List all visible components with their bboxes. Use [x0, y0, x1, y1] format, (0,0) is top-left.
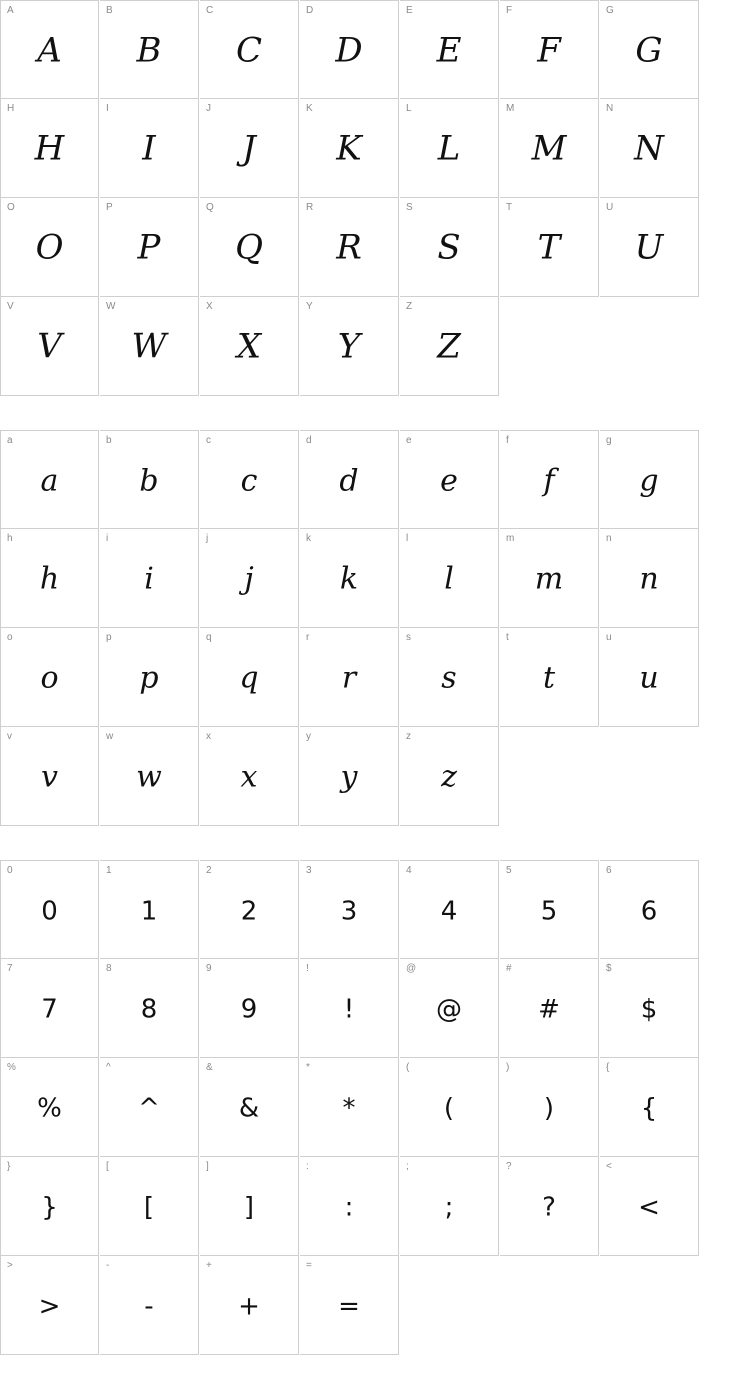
glyph-code-label: b — [106, 435, 112, 446]
glyph-cell[interactable] — [600, 0, 699, 99]
glyph-code-label: [ — [106, 1161, 109, 1172]
glyph-code-label: 7 — [7, 963, 13, 974]
glyph-code-label: G — [606, 5, 614, 16]
glyph-cell[interactable] — [300, 430, 399, 529]
glyph-cell[interactable] — [0, 198, 99, 297]
block-separator — [0, 397, 740, 430]
glyph-cell-empty — [500, 1256, 600, 1356]
glyph-code-label: > — [7, 1260, 13, 1271]
glyph-cell[interactable] — [300, 860, 399, 959]
glyph-sample: t — [542, 660, 556, 696]
glyph-cell-empty — [500, 727, 600, 827]
glyph-cell[interactable] — [400, 99, 499, 198]
glyph-cell[interactable] — [100, 0, 199, 99]
glyph-code-label: Q — [206, 202, 214, 213]
glyph-sample: o — [40, 660, 59, 696]
glyph-code-label: Y — [306, 301, 313, 312]
glyph-cell[interactable] — [500, 529, 599, 628]
glyph-cell[interactable] — [500, 0, 599, 99]
glyph-cell[interactable] — [100, 1058, 199, 1157]
glyph-sample: 1 — [140, 895, 158, 926]
glyph-code-label: } — [7, 1161, 11, 1172]
glyph-sample: # — [538, 994, 560, 1025]
glyph-sample: * — [342, 1093, 356, 1124]
glyph-sample: d — [339, 462, 359, 498]
glyph-sample: Q — [235, 227, 263, 268]
glyph-code-label: p — [106, 632, 112, 643]
glyph-sample: ) — [543, 1093, 555, 1124]
glyph-code-label: $ — [606, 963, 612, 974]
glyph-cell[interactable] — [600, 430, 699, 529]
glyph-code-label: 9 — [206, 963, 212, 974]
glyph-code-label: I — [106, 103, 109, 114]
glyph-code-label: 2 — [206, 865, 212, 876]
glyph-code-label: F — [506, 5, 513, 16]
glyph-code-label: o — [7, 632, 13, 643]
glyph-sample: = — [338, 1291, 360, 1322]
glyph-cell[interactable] — [300, 198, 399, 297]
glyph-code-label: e — [406, 435, 412, 446]
glyph-sample: @ — [436, 994, 462, 1025]
glyph-code-label: t — [506, 632, 509, 643]
glyph-code-label: w — [106, 731, 114, 742]
glyph-cell[interactable] — [0, 430, 99, 529]
glyph-cell[interactable] — [200, 1058, 299, 1157]
glyph-code-label: m — [506, 533, 515, 544]
glyph-sample: L — [437, 128, 461, 169]
glyph-cell[interactable] — [200, 959, 299, 1058]
glyph-sample: A — [37, 30, 62, 71]
glyph-cell-empty — [600, 297, 700, 397]
glyph-cell[interactable] — [0, 860, 99, 959]
glyph-grid-uppercase — [0, 0, 700, 397]
glyph-sample: : — [344, 1192, 354, 1223]
glyph-sample: x — [240, 759, 258, 795]
glyph-cell[interactable] — [0, 1256, 99, 1355]
glyph-cell[interactable] — [500, 860, 599, 959]
glyph-cell[interactable] — [400, 1157, 499, 1256]
glyph-sample: K — [336, 128, 362, 169]
glyph-sample: G — [635, 30, 663, 71]
glyph-sample: B — [136, 30, 162, 71]
glyph-sample: U — [634, 227, 664, 268]
glyph-sample: % — [37, 1093, 62, 1124]
glyph-code-label: 8 — [106, 963, 112, 974]
glyph-sample: k — [339, 561, 359, 597]
glyph-sample: J — [242, 128, 256, 169]
glyph-code-label: r — [306, 632, 310, 643]
glyph-cell[interactable] — [0, 0, 99, 99]
glyph-cell[interactable] — [0, 297, 99, 396]
glyph-cell[interactable] — [500, 628, 599, 727]
glyph-cell[interactable] — [100, 727, 199, 826]
glyph-sample: 7 — [41, 994, 58, 1025]
glyph-code-label: L — [406, 103, 412, 114]
glyph-code-label: % — [7, 1062, 16, 1073]
glyph-code-label: n — [606, 533, 612, 544]
glyph-sample: c — [240, 462, 258, 498]
glyph-sample: h — [39, 561, 60, 597]
glyph-code-label: M — [506, 103, 515, 114]
glyph-cell[interactable] — [100, 959, 199, 1058]
glyph-cell[interactable] — [600, 860, 699, 959]
glyph-code-label: v — [7, 731, 12, 742]
glyph-cell[interactable] — [600, 1058, 699, 1157]
glyph-cell[interactable] — [500, 99, 599, 198]
glyph-code-label: 6 — [606, 865, 612, 876]
glyph-cell[interactable] — [200, 727, 299, 826]
glyph-sample: r — [341, 660, 357, 696]
glyph-cell[interactable] — [100, 99, 199, 198]
glyph-sample: + — [238, 1291, 260, 1322]
glyph-cell[interactable] — [0, 959, 99, 1058]
glyph-cell[interactable] — [400, 959, 499, 1058]
glyph-cell[interactable] — [300, 1058, 399, 1157]
glyph-code-label: R — [306, 202, 314, 213]
glyph-code-label: 3 — [306, 865, 312, 876]
glyph-cell[interactable] — [400, 430, 499, 529]
glyph-code-label: y — [306, 731, 311, 742]
glyph-cell[interactable] — [400, 0, 499, 99]
glyph-sample: Z — [437, 326, 461, 367]
glyph-sample: P — [137, 227, 161, 268]
glyph-sample: ^ — [138, 1093, 160, 1124]
glyph-sample: e — [440, 462, 458, 498]
glyph-code-label: S — [406, 202, 413, 213]
glyph-sample: X — [236, 326, 262, 367]
glyph-code-label: * — [306, 1062, 310, 1073]
glyph-sample: y — [340, 759, 358, 795]
glyph-code-label: : — [306, 1161, 309, 1172]
glyph-code-label: < — [606, 1161, 612, 1172]
glyph-sample: & — [238, 1093, 260, 1124]
glyph-cell-empty — [400, 1256, 500, 1356]
glyph-cell[interactable] — [0, 727, 99, 826]
glyph-sample: ( — [443, 1093, 455, 1124]
glyph-code-label: s — [406, 632, 411, 643]
glyph-code-label: & — [206, 1062, 213, 1073]
glyph-code-label: k — [306, 533, 311, 544]
glyph-code-label: 0 — [7, 865, 13, 876]
glyph-cell[interactable] — [400, 1058, 499, 1157]
glyph-cell[interactable] — [300, 959, 399, 1058]
glyph-sample: Y — [337, 326, 361, 367]
glyph-cell[interactable] — [100, 297, 199, 396]
glyph-cell[interactable] — [500, 1157, 599, 1256]
glyph-sample: [ — [143, 1192, 155, 1223]
glyph-cell[interactable] — [600, 1157, 699, 1256]
glyph-cell[interactable] — [400, 860, 499, 959]
glyph-sample: u — [639, 660, 659, 696]
glyph-sample: M — [531, 128, 567, 169]
glyph-code-label: ! — [306, 963, 309, 974]
glyph-cell[interactable] — [500, 430, 599, 529]
glyph-code-label: u — [606, 632, 612, 643]
glyph-sample: O — [35, 227, 64, 268]
glyph-sample: < — [638, 1192, 660, 1223]
glyph-cell[interactable] — [200, 860, 299, 959]
glyph-sample: 2 — [240, 895, 258, 926]
glyph-cell[interactable] — [400, 529, 499, 628]
glyph-sample: { — [640, 1093, 658, 1124]
glyph-sample: g — [639, 462, 659, 498]
glyph-sample: 5 — [540, 895, 558, 926]
glyph-cell[interactable] — [300, 0, 399, 99]
glyph-code-label: d — [306, 435, 312, 446]
glyph-cell[interactable] — [0, 529, 99, 628]
glyph-cell-empty — [600, 727, 700, 827]
glyph-code-label: C — [206, 5, 214, 16]
glyph-code-label: x — [206, 731, 211, 742]
glyph-cell[interactable] — [0, 99, 99, 198]
glyph-cell[interactable] — [200, 628, 299, 727]
glyph-sample: p — [139, 660, 159, 696]
glyph-sample: V — [37, 326, 62, 367]
glyph-code-label: q — [206, 632, 212, 643]
glyph-cell-empty — [500, 297, 600, 397]
glyph-code-label: - — [106, 1260, 110, 1271]
glyph-cell[interactable] — [0, 1157, 99, 1256]
glyph-sample: > — [38, 1291, 61, 1322]
glyph-code-label: E — [406, 5, 413, 16]
glyph-cell[interactable] — [500, 1058, 599, 1157]
glyph-code-label: D — [306, 5, 314, 16]
glyph-cell[interactable] — [400, 297, 499, 396]
glyph-code-label: B — [106, 5, 113, 16]
glyph-sample: l — [444, 561, 454, 597]
glyph-code-label: ? — [506, 1161, 512, 1172]
glyph-code-label: ( — [406, 1062, 410, 1073]
glyph-code-label: U — [606, 202, 614, 213]
glyph-cell[interactable] — [200, 0, 299, 99]
glyph-sample: D — [335, 30, 363, 71]
glyph-sample: i — [144, 561, 154, 597]
glyph-sample: $ — [640, 994, 658, 1025]
glyph-cell[interactable] — [400, 727, 499, 826]
glyph-sample: W — [131, 326, 167, 367]
glyph-cell[interactable] — [100, 198, 199, 297]
glyph-sample: - — [144, 1291, 154, 1322]
glyph-code-label: T — [506, 202, 513, 213]
glyph-code-label: g — [606, 435, 612, 446]
glyph-cell[interactable] — [300, 628, 399, 727]
glyph-code-label: i — [106, 533, 109, 544]
glyph-cell[interactable] — [200, 1157, 299, 1256]
glyph-code-label: H — [7, 103, 15, 114]
glyph-sample: w — [136, 759, 162, 795]
glyph-sample: S — [437, 227, 461, 268]
glyph-code-label: f — [506, 435, 509, 446]
glyph-sample: I — [142, 128, 156, 169]
glyph-code-label: Z — [406, 301, 413, 312]
glyph-cell[interactable] — [300, 297, 399, 396]
glyph-cell[interactable] — [200, 529, 299, 628]
glyph-sample: a — [40, 462, 59, 498]
glyph-code-label: @ — [406, 963, 417, 974]
glyph-code-label: P — [106, 202, 113, 213]
glyph-sample: n — [639, 561, 659, 597]
glyph-cell[interactable] — [100, 628, 199, 727]
glyph-code-label: = — [306, 1260, 312, 1271]
glyph-code-label: A — [7, 5, 14, 16]
glyph-cell[interactable] — [100, 1157, 199, 1256]
glyph-sample: ! — [343, 994, 355, 1025]
glyph-code-label: O — [7, 202, 15, 213]
glyph-cell[interactable] — [500, 959, 599, 1058]
glyph-sample: ? — [542, 1192, 556, 1223]
glyph-sample: N — [634, 128, 664, 169]
glyph-cell[interactable] — [200, 297, 299, 396]
glyph-sample: 9 — [240, 994, 258, 1025]
glyph-cell[interactable] — [400, 198, 499, 297]
glyph-cell[interactable] — [500, 198, 599, 297]
glyph-code-label: ^ — [106, 1062, 111, 1073]
glyph-cell[interactable] — [0, 1058, 99, 1157]
glyph-code-label: l — [406, 533, 409, 544]
glyph-sample: m — [534, 561, 564, 597]
glyph-sample: T — [537, 227, 561, 268]
glyph-code-label: ; — [406, 1161, 409, 1172]
glyph-code-label: + — [206, 1260, 212, 1271]
glyph-cell[interactable] — [300, 99, 399, 198]
glyph-cell[interactable] — [200, 430, 299, 529]
block-separator — [0, 827, 740, 860]
glyph-cell[interactable] — [600, 99, 699, 198]
glyph-code-label: V — [7, 301, 14, 312]
glyph-code-label: j — [206, 533, 209, 544]
glyph-cell[interactable] — [300, 727, 399, 826]
glyph-code-label: ] — [206, 1161, 209, 1172]
glyph-sample: F — [537, 30, 561, 71]
glyph-grid-lowercase — [0, 430, 700, 827]
glyph-cell[interactable] — [600, 198, 699, 297]
glyph-sample: 6 — [640, 895, 658, 926]
glyph-cell[interactable] — [100, 529, 199, 628]
glyph-code-label: # — [506, 963, 512, 974]
glyph-code-label: J — [206, 103, 211, 114]
glyph-cell[interactable] — [600, 959, 699, 1058]
glyph-code-label: c — [206, 435, 211, 446]
glyph-code-label: a — [7, 435, 13, 446]
glyph-sample: H — [34, 128, 65, 169]
glyph-sample: s — [441, 660, 457, 696]
glyph-sample: E — [436, 30, 462, 71]
glyph-code-label: N — [606, 103, 614, 114]
glyph-sample: ; — [444, 1192, 454, 1223]
glyph-sample: q — [239, 660, 259, 696]
glyph-sample: v — [41, 759, 58, 795]
glyph-code-label: z — [406, 731, 411, 742]
glyph-cell-empty — [600, 1256, 700, 1356]
glyph-cell[interactable] — [300, 1256, 399, 1355]
glyph-code-label: K — [306, 103, 313, 114]
glyph-cell[interactable] — [600, 628, 699, 727]
glyph-sample: 8 — [140, 994, 158, 1025]
glyph-cell[interactable] — [100, 860, 199, 959]
glyph-code-label: W — [106, 301, 116, 312]
glyph-code-label: 4 — [406, 865, 412, 876]
glyph-cell[interactable] — [200, 99, 299, 198]
glyph-sample: 3 — [340, 895, 358, 926]
glyph-cell[interactable] — [200, 198, 299, 297]
glyph-cell[interactable] — [0, 628, 99, 727]
glyph-code-label: 1 — [106, 865, 112, 876]
glyph-sample: } — [41, 1192, 58, 1223]
glyph-sample: z — [441, 759, 457, 795]
glyph-sample: C — [235, 30, 262, 71]
glyph-sample: 0 — [41, 895, 58, 926]
glyph-cell[interactable] — [300, 1157, 399, 1256]
glyph-sample: ] — [243, 1192, 255, 1223]
glyph-sample: R — [336, 227, 362, 268]
glyph-cell[interactable] — [200, 1256, 299, 1355]
glyph-code-label: ) — [506, 1062, 510, 1073]
glyph-cell[interactable] — [400, 628, 499, 727]
glyph-cell[interactable] — [300, 529, 399, 628]
glyph-grid-digits-and-symbols — [0, 860, 700, 1356]
glyph-code-label: h — [7, 533, 13, 544]
glyph-sample: f — [543, 462, 555, 498]
glyph-cell[interactable] — [100, 1256, 199, 1355]
glyph-code-label: 5 — [506, 865, 512, 876]
glyph-sample: 4 — [440, 895, 458, 926]
glyph-code-label: { — [606, 1062, 610, 1073]
glyph-cell[interactable] — [100, 430, 199, 529]
glyph-cell[interactable] — [600, 529, 699, 628]
glyph-sample: b — [139, 462, 159, 498]
glyph-code-label: X — [206, 301, 213, 312]
glyph-sample: j — [244, 561, 254, 597]
